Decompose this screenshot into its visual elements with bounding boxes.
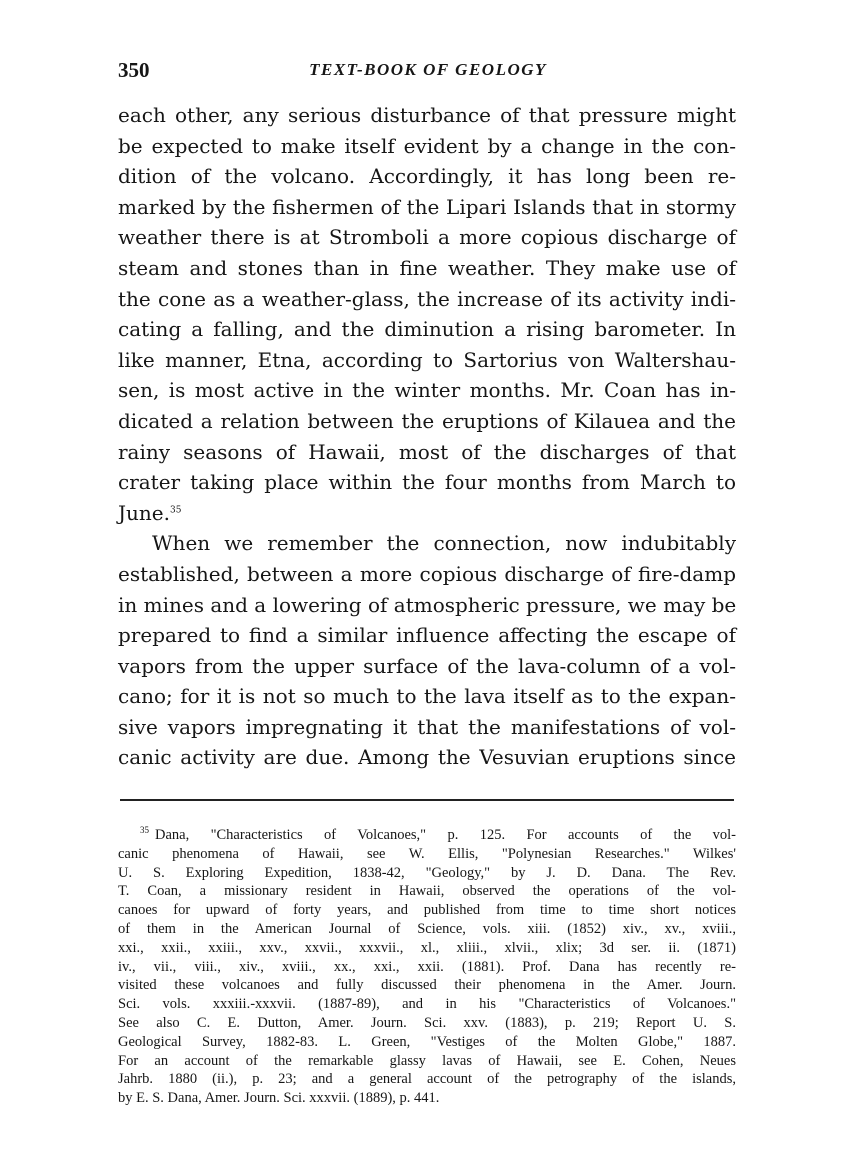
body-line: be expected to make itself evident by a change in the con- (118, 133, 736, 158)
body-line: each other, any serious disturbance of that pressure might (118, 103, 736, 127)
body-line: cating a falling, and the diminution a rising barometer. In (118, 317, 736, 342)
footnote (118, 826, 736, 1108)
footnote-marker: 35 (140, 825, 149, 836)
footnote-line: Jahrb. 1880 (ii.), p. 23; and a general account of the petrography of the islands, (118, 1071, 736, 1088)
body-line: prepared to find a similar influence affecting the escape of (118, 623, 736, 648)
footnote-line: Geological Survey, 1882-83. L. Green, "Vestiges of the Molten Globe," 1887. (118, 1033, 736, 1050)
body-line: weather there is at Stromboli a more copious discharge of (118, 225, 736, 250)
body-line: dicated a relation between the eruptions of Kilauea and the (118, 408, 736, 433)
footnote-divider (120, 799, 734, 801)
body-line: marked by the fishermen of the Lipari Islands that in stormy (118, 194, 736, 219)
body-line: dition of the volcano. Accordingly, it has long been re- (118, 164, 736, 189)
paragraph-start-line: When we remember the connection, now indubitably (152, 531, 736, 556)
footnote-line: visited these volcanoes and fully discussed their phenomena in the Amer. Journ. (118, 977, 736, 994)
page-header (118, 58, 738, 86)
page-number: 350 (118, 58, 150, 82)
footnote-reference: 35 (169, 505, 182, 516)
footnote-line: by E. S. Dana, Amer. Journ. Sci. xxxvii. (1889), p. 441. (118, 1090, 440, 1107)
body-line: rainy seasons of Hawaii, most of the discharges of that (118, 439, 736, 464)
body-line-text: June. (118, 500, 170, 525)
footnote-line: canoes for upward of forty years, and published from time to time short notices (118, 902, 736, 919)
body-line: like manner, Etna, according to Sartorius von Waltershau- (118, 347, 736, 372)
body-text (118, 100, 736, 773)
footnote-line: iv., vii., viii., xiv., xviii., xx., xxi., xxii. (1881). Prof. Dana has recently re- (118, 958, 736, 975)
footnote-line: of them in the American Journal of Science, vols. xiii. (1852) xiv., xv., xviii., (118, 920, 736, 937)
body-line: vapors from the upper surface of the lava-column of a vol- (118, 653, 736, 678)
footnote-line: T. Coan, a missionary resident in Hawaii, observed the operations of the vol- (118, 883, 736, 900)
body-line: in mines and a lowering of atmospheric pressure, we may be (118, 592, 737, 617)
footnote-line: Sci. vols. xxxiii.-xxxvii. (1887-89), and in his "Characteristics of Volcanoes." (118, 996, 736, 1013)
footnote-line: U. S. Exploring Expedition, 1838-42, "Geology," by J. D. Dana. The Rev. (118, 864, 736, 881)
paragraph-end-line (118, 498, 736, 529)
footnote-line: xxi., xxii., xxiii., xxv., xxvii., xxxvii., xl., xliii., xlvii., xlix; 3d ser. ii. (1871) (118, 939, 736, 956)
body-line: established, between a more copious discharge of fire-damp (118, 561, 736, 586)
body-line: sen, is most active in the winter months. Mr. Coan has in- (118, 378, 736, 403)
body-line: crater taking place within the four months from March to (118, 470, 736, 495)
footnote-line: For an account of the remarkable glassy lavas of Hawaii, see E. Cohen, Neues (118, 1052, 736, 1069)
body-line: canic activity are due. Among the Vesuvian eruptions since (118, 745, 736, 770)
footnote-line: See also C. E. Dutton, Amer. Journ. Sci. xxv. (1883), p. 219; Report U. S. (118, 1014, 736, 1031)
footnote-line-text: Dana, "Characteristics of Volcanoes," p. 125. For accounts of the vol- (155, 827, 736, 843)
body-line: the cone as a weather-glass, the increase of its activity indi- (118, 286, 736, 311)
body-line: sive vapors impregnating it that the manifestations of vol- (118, 714, 736, 739)
footnote-line: canic phenomena of Hawaii, see W. Ellis, "Polynesian Researches." Wilkes' (118, 845, 736, 862)
body-line: steam and stones than in fine weather. They make use of (118, 255, 736, 280)
footnote-first-line (118, 826, 736, 845)
running-head: TEXT-BOOK OF GEOLOGY (309, 60, 547, 79)
body-line: cano; for it is not so much to the lava itself as to the expan- (118, 684, 736, 709)
